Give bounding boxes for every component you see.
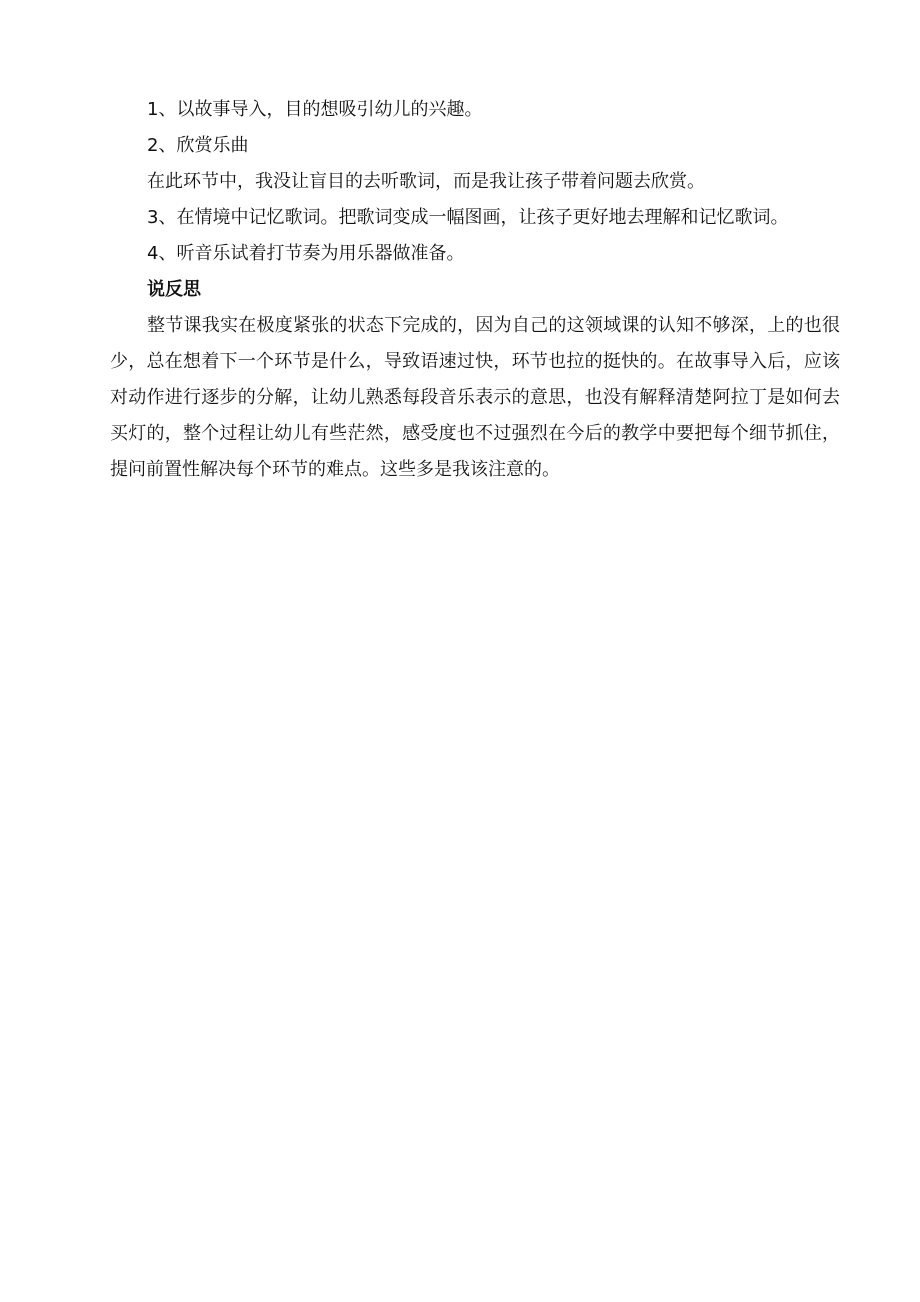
step-3-line: 3、在情境中记忆歌词。把歌词变成一幅图画，让孩子更好地去理解和记忆歌词。	[147, 207, 789, 228]
step-2-note-line: 在此环节中，我没让盲目的去听歌词，而是我让孩子带着问题去欣赏。	[147, 171, 705, 192]
reflection-paragraph: 整节课我实在极度紧张的状态下完成的，因为自己的这领域课的认知不够深，上的也很少，总在想着下一个环节是什么，导致语速过快，环节也拉的挺快的。在故事导入后，应该对动作进行逐步的分解，让幼儿熟悉每段音乐表示的意思，也没有解释清楚阿拉丁是如何去买灯的，整个过程让幼儿有些茫然，感受度也不过强烈在今后的教学中要把每个细节抓住，提问前置性解决每个环节的难点。这些多是我该注意的。	[110, 315, 840, 480]
step-2-line: 2、欣赏乐曲	[147, 135, 249, 156]
document-body	[110, 92, 840, 488]
step-4-line: 4、听音乐试着打节奏为用乐器做准备。	[147, 243, 465, 264]
reflection-heading: 说反思	[147, 279, 201, 300]
step-1-line: 1、以故事导入，目的想吸引幼儿的兴趣。	[147, 99, 483, 120]
